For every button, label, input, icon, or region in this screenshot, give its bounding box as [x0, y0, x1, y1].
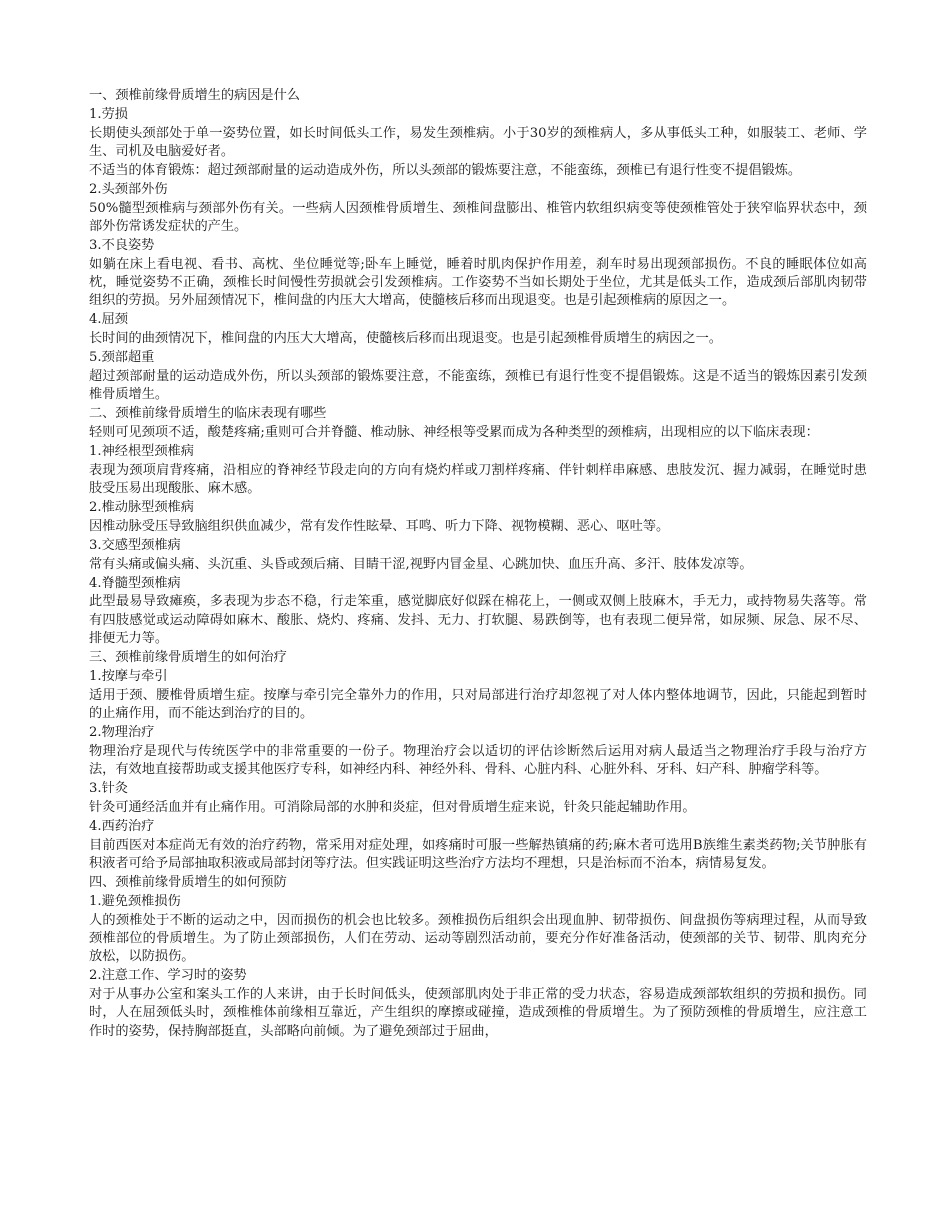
body-paragraph: 不适当的体育锻炼：超过颈部耐量的运动造成外伤，所以头颈部的锻炼要注意，不能蛮练，颈椎已有退行性变不提倡锻炼。 — [89, 162, 802, 178]
subheading: 1.神经根型颈椎病 — [89, 443, 194, 459]
body-paragraph: 轻则可见颈项不适，酸楚疼痛;重则可合并脊髓、椎动脉、神经根等受累而成为各种类型的颈椎病，出现相应的以下临床表现： — [89, 425, 819, 441]
subheading: 3.交感型颈椎病 — [89, 537, 181, 553]
body-paragraph: 长时间的曲颈情况下，椎间盘的内压大大增高，使髓核后移而出现退变。也是引起颈椎骨质增生的病因之一。 — [89, 331, 722, 347]
subheading: 1.按摩与牵引 — [89, 668, 168, 684]
body-paragraph: 如躺在床上看电视、看书、高枕、坐位睡觉等;卧车上睡觉，睡着时肌肉保护作用差，刹车时易出现颈部损伤。不良的睡眠体位如高枕，睡觉姿势不正确，颈椎长时间慢性劳损就会引发颈椎病。工作姿势不当如长期处于坐位，尤其是低头工作，造成颈后部肌肉韧带组织的劳损。另外屈颈情况下，椎间盘的内压大大增高，使髓核后移而出现退变。也是引起颈椎病的原因之一。 — [89, 256, 867, 309]
body-paragraph: 超过颈部耐量的运动造成外伤，所以头颈部的锻炼要注意，不能蛮练，颈椎已有退行性变不提倡锻炼。这是不适当的锻炼因素引发颈椎骨质增生。 — [89, 368, 867, 403]
body-paragraph: 对于从事办公室和案头工作的人来讲，由于长时间低头，使颈部肌肉处于非正常的受力状态，容易造成颈部软组织的劳损和损伤。同时，人在屈颈低头时，颈椎椎体前缘相互靠近，产生组织的摩擦或碰撞，造成颈椎的骨质增生。为了预防颈椎的骨质增生，应注意工作时的姿势，保持胸部挺直，头部略向前倾。为了避免颈部过于屈曲， — [89, 987, 867, 1039]
subheading: 2.头颈部外伤 — [89, 181, 168, 197]
body-paragraph: 适用于颈、腰椎骨质增生症。按摩与牵引完全靠外力的作用，只对局部进行治疗却忽视了对人体内整体地调节，因此，只能起到暂时的止痛作用，而不能达到治疗的目的。 — [89, 687, 867, 722]
subheading: 5.颈部超重 — [89, 350, 155, 366]
subheading: 4.屈颈 — [89, 312, 128, 328]
body-paragraph: 长期使头颈部处于单一姿势位置，如长时间低头工作，易发生颈椎病。小于30岁的颈椎病人，多从事低头工种，如服装工、老师、学生、司机及电脑爱好者。 — [89, 125, 867, 160]
body-paragraph: 此型最易导致瘫痪，多表现为步态不稳，行走笨重，感觉脚底好似踩在棉花上，一侧或双侧上肢麻木，手无力，或持物易失落等。常有四肢感觉或运动障碍如麻木、酸胀、烧灼、疼痛、发抖、无力、打软腿、易跌倒等，也有表现二便异常，如尿频、尿急、尿不尽、排便无力等。 — [89, 594, 867, 647]
subheading: 3.不良姿势 — [89, 237, 155, 253]
section-heading: 三、颈椎前缘骨质增生的如何治疗 — [89, 649, 287, 665]
body-paragraph: 常有头痛或偏头痛、头沉重、头昏或颈后痛、目睛干涩,视野内冒金星、心跳加快、血压升高、多汗、肢体发凉等。 — [89, 556, 753, 572]
body-paragraph: 针灸可通经活血并有止痛作用。可消除局部的水肿和炎症，但对骨质增生症来说，针灸只能起辅助作用。 — [89, 799, 696, 815]
body-paragraph: 因椎动脉受压导致脑组织供血减少，常有发作性眩晕、耳鸣、听力下降、视物模糊、恶心、呕吐等。 — [89, 518, 670, 534]
body-paragraph: 表现为颈项肩背疼痛，沿相应的脊神经节段走向的方向有烧灼样或刀割样疼痛、伴针刺样串麻感、患肢发沉、握力减弱，在睡觉时患肢受压易出现酸胀、麻木感。 — [89, 462, 867, 497]
subheading: 2.椎动脉型颈椎病 — [89, 500, 194, 516]
subheading: 1.避免颈椎损伤 — [89, 893, 181, 909]
subheading: 2.注意工作、学习时的姿势 — [89, 968, 247, 984]
body-paragraph: 物理治疗是现代与传统医学中的非常重要的一份子。物理治疗会以适切的评估诊断然后运用对病人最适当之物理治疗手段与治疗方法，有效地直接帮助或支援其他医疗专科，如神经内科、神经外科、骨科、心脏内科、心脏外科、牙科、妇产科、肿瘤学科等。 — [89, 743, 867, 778]
subheading: 3.针灸 — [89, 781, 128, 797]
subheading: 2.物理治疗 — [89, 724, 155, 740]
body-paragraph: 50%髓型颈椎病与颈部外伤有关。一些病人因颈椎骨质增生、颈椎间盘膨出、椎管内软组织病变等使颈椎管处于狭窄临界状态中，颈部外伤常诱发症状的产生。 — [89, 200, 867, 235]
subheading: 4.西药治疗 — [89, 818, 155, 834]
body-paragraph: 人的颈椎处于不断的运动之中，因而损伤的机会也比较多。颈椎损伤后组织会出现血肿、韧带损伤、间盘损伤等病理过程，从而导致颈椎部位的骨质增生。为了防止颈部损伤，人们在劳动、运动等剧烈活动前，要充分作好准备活动，使颈部的关节、韧带、肌肉充分放松，以防损伤。 — [89, 912, 867, 965]
document-body — [89, 87, 867, 1042]
section-heading: 二、颈椎前缘骨质增生的临床表现有哪些 — [89, 406, 327, 422]
subheading: 1.劳损 — [89, 106, 128, 122]
section-heading: 四、颈椎前缘骨质增生的如何预防 — [89, 874, 287, 890]
subheading: 4.脊髓型颈椎病 — [89, 575, 181, 591]
body-paragraph: 目前西医对本症尚无有效的治疗药物，常采用对症处理，如疼痛时可服一些解热镇痛的药;麻木者可选用B族维生素类药物;关节肿胀有积液者可给予局部抽取积液或局部封闭等疗法。但实践证明这些治疗方法均不理想，只是治标而不治本，病情易复发。 — [89, 837, 867, 871]
section-heading: 一、颈椎前缘骨质增生的病因是什么 — [89, 88, 300, 103]
